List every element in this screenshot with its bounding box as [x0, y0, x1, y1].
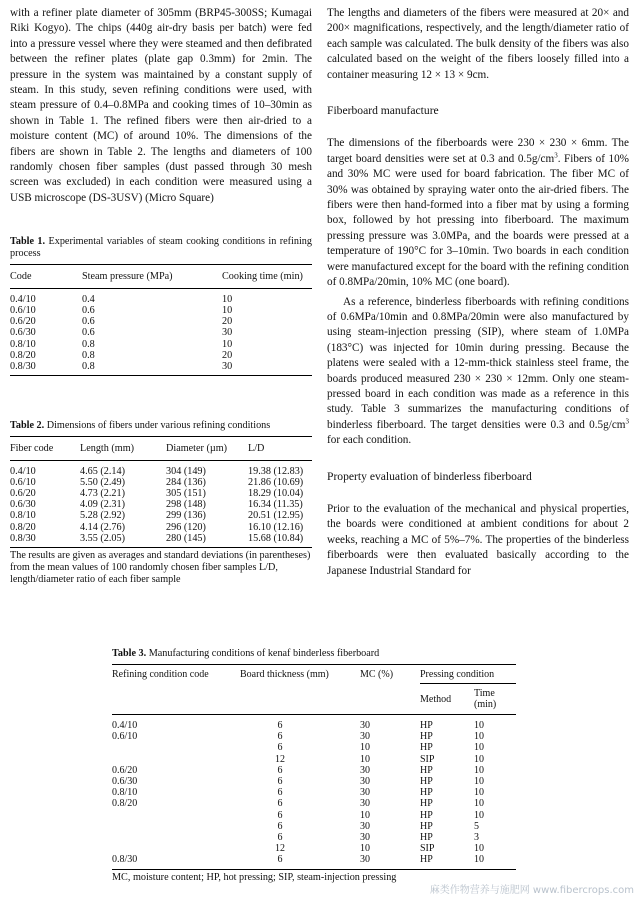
table2-caption	[10, 420, 312, 437]
table-cell: 6	[277, 764, 283, 776]
table-cell: 10	[474, 731, 484, 743]
table-cell: 15.68 (10.84)	[248, 532, 304, 544]
right-column	[327, 6, 629, 579]
table-cell: 10	[222, 304, 233, 316]
table-cell: SIP	[420, 753, 435, 765]
table-row	[112, 765, 516, 776]
table-cell: 298 (148)	[166, 499, 206, 511]
right-paragraph-3	[327, 295, 629, 449]
table-cell: 0.6/10	[10, 304, 36, 316]
table-row	[112, 754, 516, 765]
section-heading-fiberboard-manufacture: Fiberboard manufacture	[327, 104, 439, 118]
table1-caption-text: Experimental variables of steam cooking conditions in refining process	[10, 236, 312, 260]
table-cell: 10	[474, 809, 484, 821]
table-row	[112, 776, 516, 787]
table-cell: SIP	[420, 843, 435, 855]
table1-header: Cooking time (min)	[222, 265, 312, 288]
table-cell: 6	[277, 787, 283, 799]
table-row	[112, 787, 516, 798]
table-cell: 4.73 (2.21)	[80, 487, 125, 499]
table-cell: 30	[222, 327, 233, 339]
table-cell: 30	[360, 832, 370, 844]
table2-caption-text: Dimensions of fibers under various refining conditions	[44, 420, 271, 432]
table-cell	[112, 754, 240, 765]
table-cell: 0.8/20	[10, 521, 36, 533]
table-cell: 30	[222, 360, 233, 372]
table3-block	[112, 648, 516, 884]
table1-header: Code	[10, 265, 82, 288]
table-cell: 6	[277, 798, 283, 810]
table-cell: 0.6/30	[10, 499, 36, 511]
table-cell: 4.09 (2.31)	[80, 499, 125, 511]
table-cell	[112, 843, 240, 854]
table-cell: 296 (120)	[166, 521, 206, 533]
table-cell: 12	[275, 843, 285, 855]
table-row	[112, 798, 516, 809]
table-cell: 10	[474, 854, 484, 866]
table-cell: 6	[277, 720, 283, 731]
table-cell: 3	[474, 832, 479, 844]
table3-caption-text: Manufacturing conditions of kenaf binderless fiberboard	[146, 648, 380, 659]
table-cell: 20	[222, 316, 233, 328]
table-row	[112, 843, 516, 854]
table-cell: 0.8/30	[112, 854, 138, 866]
right-paragraph-3-text-cont: for each condition.	[327, 434, 412, 447]
table-cell: 30	[360, 764, 370, 776]
table1-caption	[10, 236, 312, 265]
table-row	[112, 715, 516, 732]
table-row	[112, 854, 516, 869]
table-cell: 20.51 (12.95)	[248, 510, 304, 522]
table-cell: 6	[277, 731, 283, 743]
table-cell: 0.4	[82, 293, 95, 305]
table1	[10, 265, 312, 376]
table-cell: 5.50 (2.49)	[80, 476, 125, 488]
table-cell: 6	[277, 742, 283, 754]
right-paragraph-2	[327, 136, 629, 290]
table-cell: HP	[420, 854, 433, 866]
table-cell: 6	[277, 776, 283, 788]
table2	[10, 437, 312, 548]
table-cell: HP	[420, 809, 433, 821]
table3-label: Table 3.	[112, 648, 147, 659]
table-cell: HP	[420, 764, 433, 776]
table2-header: Fiber code	[10, 437, 80, 460]
table-cell: HP	[420, 832, 433, 844]
table-cell: 305 (151)	[166, 487, 206, 499]
table-cell: 10	[360, 742, 370, 754]
table-cell: 0.8	[82, 349, 95, 361]
table-cell: 0.8/20	[10, 349, 36, 361]
table-cell: 10	[360, 843, 370, 855]
table-cell: 30	[360, 820, 370, 832]
table-row	[10, 327, 312, 338]
table-cell: HP	[420, 787, 433, 799]
table3-note: MC, moisture content; HP, hot pressing; SIP, steam-injection pressing	[112, 871, 397, 883]
table-cell: 10	[474, 753, 484, 765]
table-cell: 280 (145)	[166, 532, 206, 544]
table-cell: 6	[277, 854, 283, 866]
table-cell: 30	[360, 720, 370, 731]
left-column	[10, 6, 312, 586]
table-cell: 10	[474, 742, 484, 754]
table-row	[10, 339, 312, 350]
table-row	[112, 731, 516, 742]
table-cell: 0.8/10	[10, 510, 36, 522]
table-cell: 304 (149)	[166, 465, 206, 477]
table2-label: Table 2.	[10, 420, 45, 432]
table-cell: 10	[474, 798, 484, 810]
table-row	[10, 460, 312, 477]
table-row	[10, 361, 312, 376]
table-row	[112, 821, 516, 832]
table1-label: Table 1.	[10, 236, 46, 248]
table3	[112, 665, 516, 870]
table-cell: 30	[360, 787, 370, 799]
table-cell: 284 (136)	[166, 476, 206, 488]
table-cell: 10	[360, 753, 370, 765]
right-paragraph-2-text-cont: . Fibers of 10% and 30% MC were used for board fabrication. The fiber MC of 30% was obtained by spraying water onto the air-dried fibers. The fibers were then hand-formed into a fiber mat by using a forming box, followed by hot pressing into fiberboard. The maximum pressing pressure was 3.0MPa, and the boards were pressed at a temperature of 190°C for 3–10min. Two boards in each condition were manufactured except for the board with the refining condition of 0.8MPa/20min, 10% MC (one board).	[327, 152, 629, 289]
table-cell: 0.6	[82, 304, 95, 316]
table-row	[10, 305, 312, 316]
table3-subheader: Method	[420, 684, 474, 715]
table-cell	[112, 810, 240, 821]
table-cell: 0.4/10	[10, 293, 36, 305]
table-cell: 0.8/10	[112, 787, 138, 799]
table-row	[10, 522, 312, 533]
table-cell: HP	[420, 820, 433, 832]
table-row	[10, 477, 312, 488]
table-cell: 5.28 (2.92)	[80, 510, 125, 522]
table3-caption	[112, 648, 516, 665]
table3-header: Pressing condition	[420, 665, 516, 684]
table-cell: HP	[420, 776, 433, 788]
table-cell: HP	[420, 731, 433, 743]
table-cell: HP	[420, 742, 433, 754]
table-cell	[112, 821, 240, 832]
table-cell: 6	[277, 832, 283, 844]
table-cell: 10	[474, 843, 484, 855]
right-paragraph-1: The lengths and diameters of the fibers were measured at 20× and 200× magnifications, respectively, and the length/diameter ratio of each sample was calculated. The bulk density of the fibers was also calculated based on the weight of the fibers loosely filled into a container measuring 12 × 13 × 9cm.	[327, 7, 629, 81]
table-cell: 0.8	[82, 360, 95, 372]
table-cell: 10	[474, 764, 484, 776]
table-cell: 10	[222, 293, 233, 305]
table-cell: 10	[474, 776, 484, 788]
table-row	[112, 742, 516, 753]
table-cell: 6	[277, 820, 283, 832]
table1-header: Steam pressure (MPa)	[82, 265, 222, 288]
table-row	[112, 810, 516, 821]
table-cell: 0.6/30	[112, 776, 138, 788]
table-cell: 0.6	[82, 327, 95, 339]
table-cell: 10	[360, 809, 370, 821]
table-row	[10, 499, 312, 510]
table-cell: 0.8	[82, 338, 95, 350]
superscript: 3	[625, 417, 629, 426]
table3-header: Refining condition code	[112, 669, 209, 681]
table-cell: 20	[222, 349, 233, 361]
table-cell: 0.8/30	[10, 532, 36, 544]
table-cell: 30	[360, 798, 370, 810]
table-cell: 21.86 (10.69)	[248, 476, 304, 488]
table-row	[10, 316, 312, 327]
table-cell: 30	[360, 776, 370, 788]
table-cell: 299 (136)	[166, 510, 206, 522]
table3-subheader: Time (min)	[474, 684, 516, 715]
superscript: 3	[554, 151, 558, 160]
table-cell	[112, 832, 240, 843]
table-cell: 0.8/30	[10, 360, 36, 372]
table-cell: 0.4/10	[112, 720, 138, 731]
table2-header: Diameter (µm)	[166, 437, 248, 460]
table2-header: Length (mm)	[80, 437, 166, 460]
table-cell: 18.29 (10.04)	[248, 487, 304, 499]
table-row	[10, 288, 312, 305]
table-cell: 4.65 (2.14)	[80, 465, 125, 477]
table-cell: 0.6/30	[10, 327, 36, 339]
table-cell: 30	[360, 731, 370, 743]
right-paragraph-4: Prior to the evaluation of the mechanical and physical properties, the boards were conditioned at ambient conditions for about 2 weeks, reaching a MC of 5%–7%. The properties of the binderless fiberboards were then evaluated basically according to the Japanese Industrial Standard for	[327, 502, 629, 577]
table3-header: Board thickness (mm)	[240, 669, 329, 681]
table-cell: 10	[474, 787, 484, 799]
table2-note: The results are given as averages and standard deviations (in parentheses) from the mean values of 100 randomly chosen fiber samples L/D, length/diameter ratio of each fiber sample	[10, 549, 311, 585]
table2-header: L/D	[248, 437, 312, 460]
table-row	[10, 350, 312, 361]
table-cell: 12	[275, 753, 285, 765]
table-cell: 30	[360, 854, 370, 866]
table-cell: 6	[277, 809, 283, 821]
left-paragraph: with a refiner plate diameter of 305mm (BRP45-300SS; Kumagai Riki Kogyo). The chips (440g air-dry basis per batch) were fed into a pressure vessel where they were steamed and then defibrated between the refiner plates (plate gap 0.3mm) for 2min. The pressure in the system was maintained by a constant supply of steam. In this study, seven refining conditions were used, with steam pressure of 0.4–0.8MPa and cooking times of 10–30min as shown in Table 1. The refined fibers were then air-dried to a moisture content (MC) of around 10%. The dimensions of the fibers are shown in Table 2. The lengths and diameters of 100 randomly chosen fiber samples (dust passed through 30 mesh screen was excluded) in each condition were measured using a USB microscope (DS-3USV) (Micro Square)	[10, 7, 312, 204]
table-row	[112, 832, 516, 843]
right-paragraph-2-text: The dimensions of the fiberboards were 230 × 230 × 6mm. The target board densities were set at 0.3 and 0.5g/cm	[327, 137, 629, 165]
table-cell: 0.6	[82, 316, 95, 328]
right-paragraph-3-text: As a reference, binderless fiberboards with refining conditions of 0.6MPa/10min and 0.8MPa/20min were also manufactured by using steam-injection pressing (SIP), where steam of 1.0MPa (183°C) was injected for 10min during pressing. Because the platens were sealed with a 12-mm-thick stainless steel frame, the boards produced measured 230 × 230 × 12mm. Only one steam-pressed board in each condition was made as a reference in this study. Table 3 summarizes the manufacturing conditions of binderless fiberboard. The target densities were 0.3 and 0.5g/cm	[327, 295, 629, 431]
table-cell: 0.6/20	[10, 316, 36, 328]
table-cell: 19.38 (12.83)	[248, 465, 304, 477]
table-cell: 10	[474, 720, 484, 731]
table-cell: 0.4/10	[10, 465, 36, 477]
table-cell: 0.6/20	[112, 764, 138, 776]
table-cell: 3.55 (2.05)	[80, 532, 125, 544]
section-heading-property-evaluation: Property evaluation of binderless fiberboard	[327, 469, 532, 483]
table-cell: 16.34 (11.35)	[248, 499, 303, 511]
table-cell: 0.8/20	[112, 798, 138, 810]
table-cell: 10	[222, 338, 233, 350]
table-cell	[112, 742, 240, 753]
table-cell: 0.6/10	[10, 476, 36, 488]
table-cell: 0.8/10	[10, 338, 36, 350]
table-cell: 0.6/10	[112, 731, 138, 743]
table-row	[10, 488, 312, 499]
table3-header: MC (%)	[360, 669, 394, 681]
table-cell: 4.14 (2.76)	[80, 521, 125, 533]
table-cell: 0.6/20	[10, 487, 36, 499]
table-cell: 16.10 (12.16)	[248, 521, 304, 533]
table-row	[10, 510, 312, 521]
table-cell: HP	[420, 798, 433, 810]
table-row	[10, 533, 312, 548]
watermark: 麻类作物营养与施肥网 www.fibercrops.com	[429, 885, 634, 896]
table-cell: HP	[420, 720, 433, 731]
table-cell: 5	[474, 820, 479, 832]
